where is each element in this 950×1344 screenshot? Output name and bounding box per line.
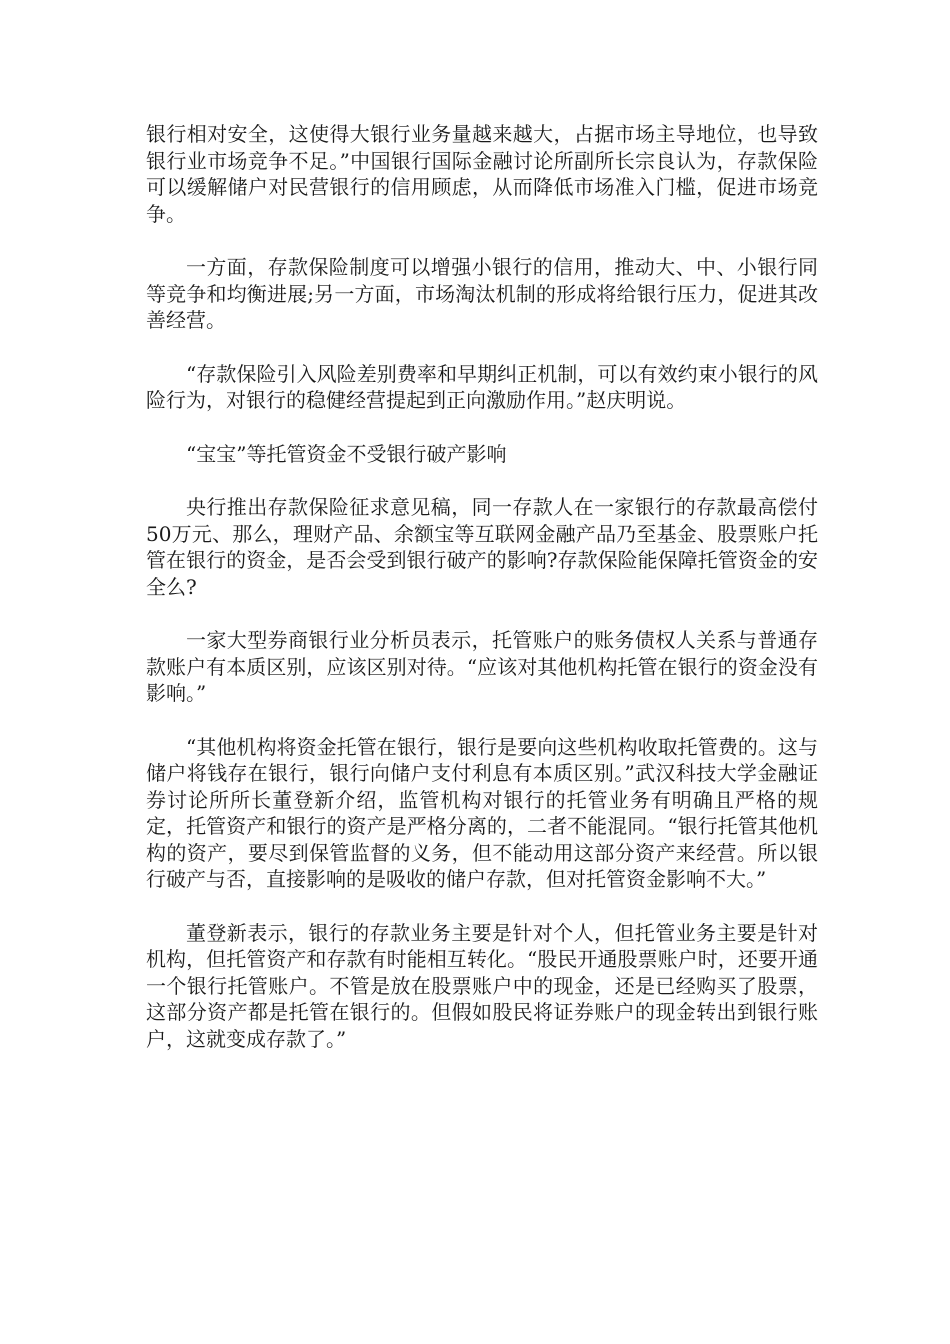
paragraph: 董登新表示，银行的存款业务主要是针对个人，但托管业务主要是针对机构，但托管资产和存款有时能相互转化。“股民开通股票账户时，还要开通一个银行托管账户。不管是放在股票账户中的现金，还是已经购买了股票，这部分资产都是托管在银行的。但假如股民将证券账户的现金转出到银行账户，这就变成存款了。” xyxy=(146,920,818,1051)
section-heading: “宝宝”等托管资金不受银行破产影响 xyxy=(186,441,507,466)
paragraph: 央行推出存款保险征求意见稿，同一存款人在一家银行的存款最高偿付50万元、那么，理财产品、余额宝等互联网金融产品乃至基金、股票账户托管在银行的资金，是否会受到银行破产的影响?存款保险能保障托管资金的安全么? xyxy=(146,495,818,599)
paragraph: “存款保险引入风险差别费率和早期纠正机制，可以有效约束小银行的风险行为，对银行的稳健经营提起到正向激励作用。”赵庆明说。 xyxy=(146,361,818,412)
paragraph: 一家大型券商银行业分析员表示，托管账户的账务债权人关系与普通存款账户有本质区别，应该区别对待。“应该对其他机构托管在银行的资金没有影响。” xyxy=(146,628,818,705)
paragraph: “其他机构将资金托管在银行，银行是要向这些机构收取托管费的。这与储户将钱存在银行，银行向储户支付利息有本质区别。”武汉科技大学金融证券讨论所所长董登新介绍，监管机构对银行的托管业务有明确且严格的规定，托管资产和银行的资产是严格分离的，二者不能混同。“银行托管其他机构的资产，要尽到保管监督的义务，但不能动用这部分资产来经营。所以银行破产与否，直接影响的是吸收的储户存款，但对托管资金影响不大。” xyxy=(146,734,818,891)
paragraph-continuation: 银行相对安全，这使得大银行业务量越来越大，占据市场主导地位，也导致银行业市场竞争不足。”中国银行国际金融讨论所副所长宗良认为，存款保险可以缓解储户对民营银行的信用顾虑，从而降低市场准入门槛，促进市场竞争。 xyxy=(146,122,818,226)
document-page xyxy=(146,121,818,1079)
paragraph: 一方面，存款保险制度可以增强小银行的信用，推动大、中、小银行同等竞争和均衡进展;另一方面，市场淘汰机制的形成将给银行压力，促进其改善经营。 xyxy=(146,255,818,332)
